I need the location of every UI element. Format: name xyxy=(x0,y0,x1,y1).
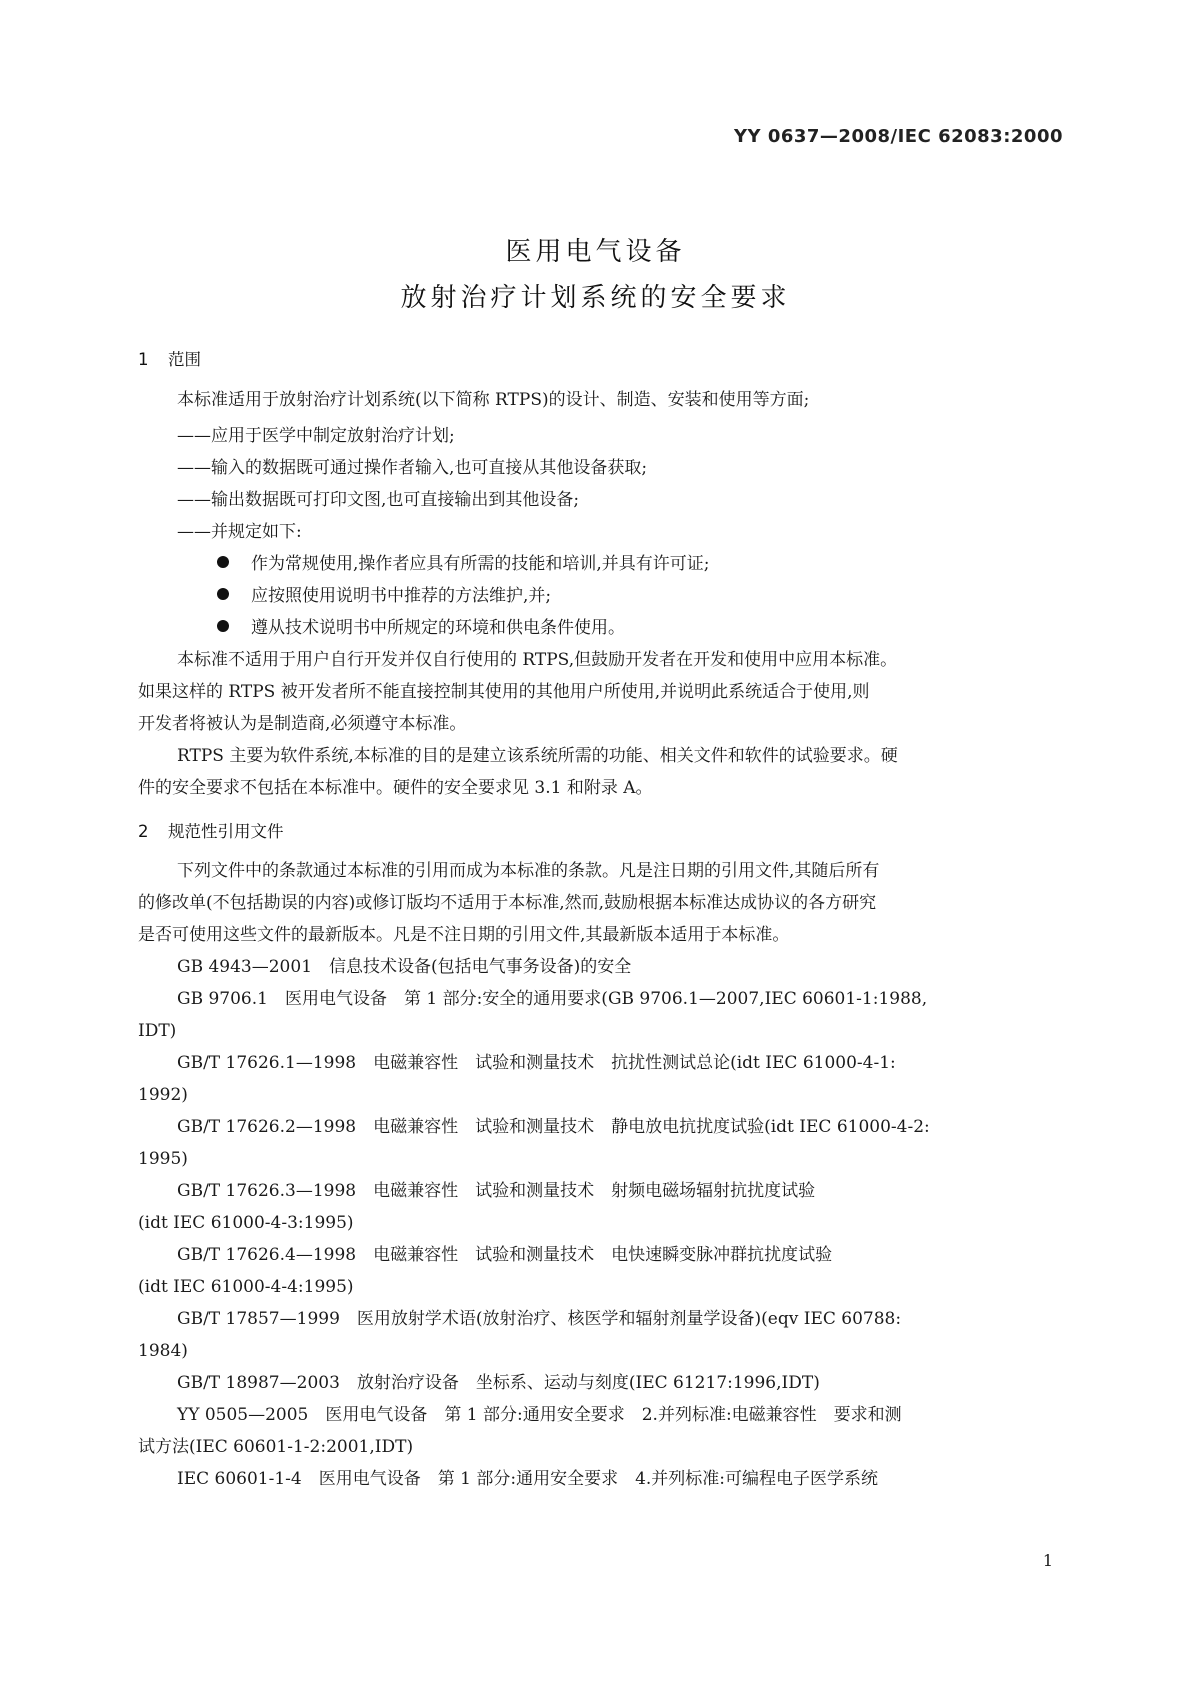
section-title: 规范性引用文件 xyxy=(168,822,284,841)
reference-entry xyxy=(138,1239,1058,1303)
reference-line: GB/T 17626.2—1998 电磁兼容性 试验和测量技术 静电放电抗扰度试验(idt IEC 61000-4-2: xyxy=(177,1117,930,1137)
reference-line: GB/T 17626.1—1998 电磁兼容性 试验和测量技术 抗扰性测试总论(idt IEC 61000-4-1: xyxy=(177,1053,896,1073)
reference-line: GB/T 17857—1999 医用放射学术语(放射治疗、核医学和辐射剂量学设备)(eqv IEC 60788: xyxy=(177,1309,902,1329)
section-heading-scope xyxy=(138,346,201,370)
section-number: 2 xyxy=(138,822,149,841)
paragraph-line: 下列文件中的条款通过本标准的引用而成为本标准的条款。凡是注日期的引用文件,其随后所有 xyxy=(177,861,880,881)
reference-line: GB 4943—2001 信息技术设备(包括电气事务设备)的安全 xyxy=(177,957,632,977)
document-title-line1: 医用电气设备 xyxy=(505,237,686,267)
reference-line: GB/T 18987—2003 放射治疗设备 坐标系、运动与刻度(IEC 61217:1996,IDT) xyxy=(177,1373,820,1393)
standard-code: YY 0637—2008/IEC 62083:2000 xyxy=(734,126,1063,147)
reference-line: YY 0505—2005 医用电气设备 第 1 部分:通用安全要求 2.并列标准:电磁兼容性 要求和测 xyxy=(177,1405,902,1425)
document-title-line2: 放射治疗计划系统的安全要求 xyxy=(400,283,791,313)
bullet-dot-icon xyxy=(217,588,229,600)
scope-intro: 本标准适用于放射治疗计划系统(以下简称 RTPS)的设计、制造、安装和使用等方面; xyxy=(177,390,810,410)
scope-paragraph-3 xyxy=(138,740,1058,804)
reference-entry xyxy=(138,951,1058,983)
bullet-item xyxy=(217,580,551,612)
paragraph-line: 本标准不适用于用户自行开发并仅自行使用的 RTPS,但鼓励开发者在开发和使用中应用本标准。 xyxy=(177,650,898,670)
reference-entry xyxy=(138,1399,1058,1463)
paragraph-line: RTPS 主要为软件系统,本标准的目的是建立该系统所需的功能、相关文件和软件的试验要求。硬 xyxy=(177,746,898,766)
reference-line: (idt IEC 61000-4-4:1995) xyxy=(138,1277,354,1297)
references-intro xyxy=(138,855,1058,951)
paragraph-line: 开发者将被认为是制造商,必须遵守本标准。 xyxy=(138,714,467,734)
reference-line: 试方法(IEC 60601-1-2:2001,IDT) xyxy=(138,1437,414,1457)
reference-entry xyxy=(138,1463,1058,1495)
paragraph-line: 是否可使用这些文件的最新版本。凡是不注日期的引用文件,其最新版本适用于本标准。 xyxy=(138,925,790,945)
reference-line: (idt IEC 61000-4-3:1995) xyxy=(138,1213,354,1233)
page-number: 1 xyxy=(1042,1551,1053,1570)
bullet-text: 应按照使用说明书中推荐的方法维护,并; xyxy=(251,586,552,606)
reference-line: GB/T 17626.3—1998 电磁兼容性 试验和测量技术 射频电磁场辐射抗扰度试验 xyxy=(177,1181,816,1201)
reference-line: 1984) xyxy=(138,1341,188,1361)
scope-paragraph-2 xyxy=(138,644,1058,740)
reference-line: 1992) xyxy=(138,1085,188,1105)
bullet-item xyxy=(217,612,625,644)
reference-entry xyxy=(138,1111,1058,1175)
reference-line: IDT) xyxy=(138,1021,177,1041)
bullet-dot-icon xyxy=(217,620,229,632)
bullet-text: 作为常规使用,操作者应具有所需的技能和培训,并具有许可证; xyxy=(251,554,710,574)
reference-entry xyxy=(138,1303,1058,1367)
reference-line: IEC 60601-1-4 医用电气设备 第 1 部分:通用安全要求 4.并列标准:可编程电子医学系统 xyxy=(177,1469,879,1489)
paragraph-line: 件的安全要求不包括在本标准中。硬件的安全要求见 3.1 和附录 A。 xyxy=(138,778,653,798)
reference-line: GB/T 17626.4—1998 电磁兼容性 试验和测量技术 电快速瞬变脉冲群抗扰度试验 xyxy=(177,1245,833,1265)
bullet-dot-icon xyxy=(217,556,229,568)
paragraph-line: 的修改单(不包括勘误的内容)或修订版均不适用于本标准,然而,鼓励根据本标准达成协议的各方研究 xyxy=(138,893,877,913)
reference-entry xyxy=(138,1175,1058,1239)
section-title: 范围 xyxy=(168,350,201,369)
reference-entry xyxy=(138,983,1058,1047)
dash-item: ——输入的数据既可通过操作者输入,也可直接从其他设备获取; xyxy=(177,458,648,478)
bullet-text: 遵从技术说明书中所规定的环境和供电条件使用。 xyxy=(251,618,625,638)
section-number: 1 xyxy=(138,350,149,369)
dash-item: ——并规定如下: xyxy=(177,522,302,542)
paragraph-line: 如果这样的 RTPS 被开发者所不能直接控制其使用的其他用户所使用,并说明此系统适合于使用,则 xyxy=(138,682,870,702)
dash-item: ——应用于医学中制定放射治疗计划; xyxy=(177,426,455,446)
dash-item: ——输出数据既可打印文图,也可直接输出到其他设备; xyxy=(177,490,580,510)
reference-line: 1995) xyxy=(138,1149,188,1169)
section-heading-references xyxy=(138,818,284,842)
bullet-item xyxy=(217,548,710,580)
reference-entry xyxy=(138,1367,1058,1399)
reference-line: GB 9706.1 医用电气设备 第 1 部分:安全的通用要求(GB 9706.1—2007,IEC 60601-1:1988, xyxy=(177,989,928,1009)
reference-entry xyxy=(138,1047,1058,1111)
